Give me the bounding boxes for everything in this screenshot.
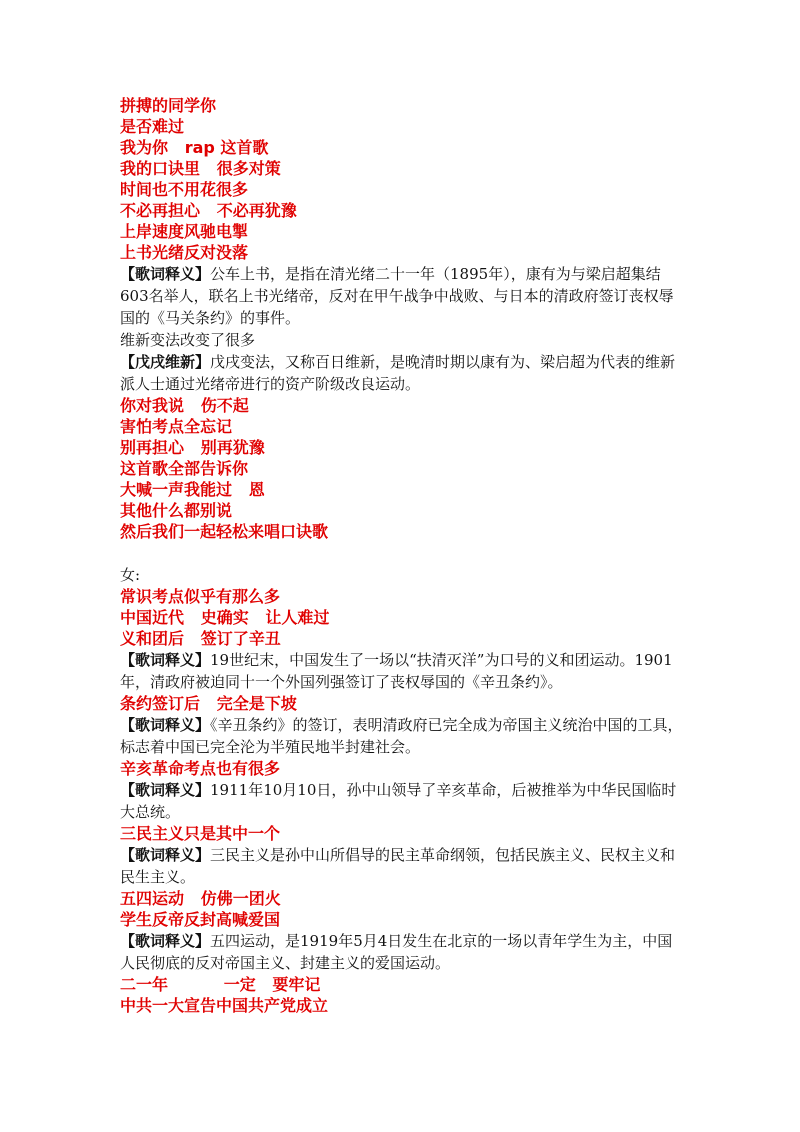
explanation-tag: 【歌词释义】 [120, 716, 211, 734]
paragraph-gap [120, 542, 685, 564]
speaker-label: 女: [120, 566, 141, 584]
lyric-line: 辛亥革命考点也有很多 [120, 759, 281, 778]
explanation-tag: 【歌词释义】 [120, 265, 211, 283]
explanation-tag: 【戊戌维新】 [120, 353, 211, 371]
explanation-tag: 【歌词释义】 [120, 651, 211, 669]
explanation-text: 公车上书，是指在清光绪二十一年（1895年），康有为与梁启超集结603名举人，联名上书光绪帝，反对在甲午战争中战败、与日本的清政府签订丧权辱国的《马关条约》的事件。 [120, 265, 674, 327]
lyric-line: 学生反帝反封高喊爱国 [120, 910, 281, 929]
lyric-explanation [120, 714, 685, 758]
lyric-line: 害怕考点全忘记 [120, 417, 233, 436]
lyric-line: 然后我们一起轻松来唱口诀歌 [120, 522, 329, 541]
lyric-line: 中国近代 史确实 让人难过 [120, 608, 330, 627]
lyric-line: 二一年 一定 要牢记 [120, 975, 321, 994]
lyric-line: 这首歌全部告诉你 [120, 459, 249, 478]
lyric-line: 不必再担心 不必再犹豫 [120, 201, 297, 220]
lyric-line: 你对我说 伤不起 [120, 396, 249, 415]
explanation-text: 19世纪末，中国发生了一场以“扶清灭洋”为口号的义和团运动。1901年，清政府被迫同十一个外国列强签订了丧权辱国的《辛丑条约》。 [120, 651, 673, 691]
explanation-text: 1911年10月10日，孙中山领导了辛亥革命，后被推举为中华民国临时大总统。 [120, 781, 677, 821]
lyric-line: 三民主义只是其中一个 [120, 824, 281, 843]
plain-lyric-line: 维新变法改变了很多 [120, 331, 256, 349]
lyric-group-2 [120, 395, 685, 542]
explanation-tag: 【歌词释义】 [120, 781, 211, 799]
explanation-tag: 【歌词释义】 [120, 932, 211, 950]
lyric-line: 拼搏的同学你 [120, 96, 217, 115]
lyric-line: 其他什么都别说 [120, 501, 233, 520]
lyric-group-3 [120, 586, 685, 649]
lyric-line: 是否难过 [120, 117, 185, 136]
lyric-line: 我为你 rap 这首歌 [120, 138, 269, 157]
lyric-group-4 [120, 888, 685, 930]
lyric-explanation [120, 779, 685, 823]
lyric-line: 我的口诀里 很多对策 [120, 159, 281, 178]
lyric-line: 上岸速度风驰电掣 [120, 222, 249, 241]
explanation-text: 《辛丑条约》的签订，表明清政府已完全成为帝国主义统治中国的工具，标志着中国已完全沦为半殖民地半封建社会。 [120, 716, 683, 756]
explanation-text: 五四运动，是1919年5月4日发生在北京的一场以青年学生为主，中国人民彻底的反对帝国主义、封建主义的爱国运动。 [120, 932, 673, 972]
lyric-explanation [120, 844, 685, 888]
explanation-tag: 【歌词释义】 [120, 846, 211, 864]
document-page [120, 95, 685, 1016]
lyric-group-1 [120, 95, 685, 263]
lyric-line: 上书光绪反对没落 [120, 243, 249, 262]
lyric-line: 五四运动 仿佛一团火 [120, 889, 281, 908]
lyric-line: 条约签订后 完全是下坡 [120, 694, 297, 713]
explanation-text: 戊戌变法，又称百日维新，是晚清时期以康有为、梁启超为代表的维新派人士通过光绪帝进行的资产阶级改良运动。 [120, 353, 676, 393]
lyric-line: 常识考点似乎有那么多 [120, 587, 281, 606]
lyric-line: 别再担心 别再犹豫 [120, 438, 265, 457]
lyric-explanation [120, 649, 685, 693]
lyric-line: 时间也不用花很多 [120, 180, 249, 199]
lyric-explanation [120, 930, 685, 974]
lyric-line: 义和团后 签订了辛丑 [120, 629, 281, 648]
lyric-line: 中共一大宣告中国共产党成立 [120, 996, 329, 1015]
lyric-explanation [120, 263, 685, 329]
lyric-line: 大喊一声我能过 恩 [120, 480, 265, 499]
lyric-group-5 [120, 974, 685, 1016]
explanation-text: 三民主义是孙中山所倡导的民主革命纲领，包括民族主义、民权主义和民生主义。 [120, 846, 676, 886]
lyric-explanation [120, 351, 685, 395]
